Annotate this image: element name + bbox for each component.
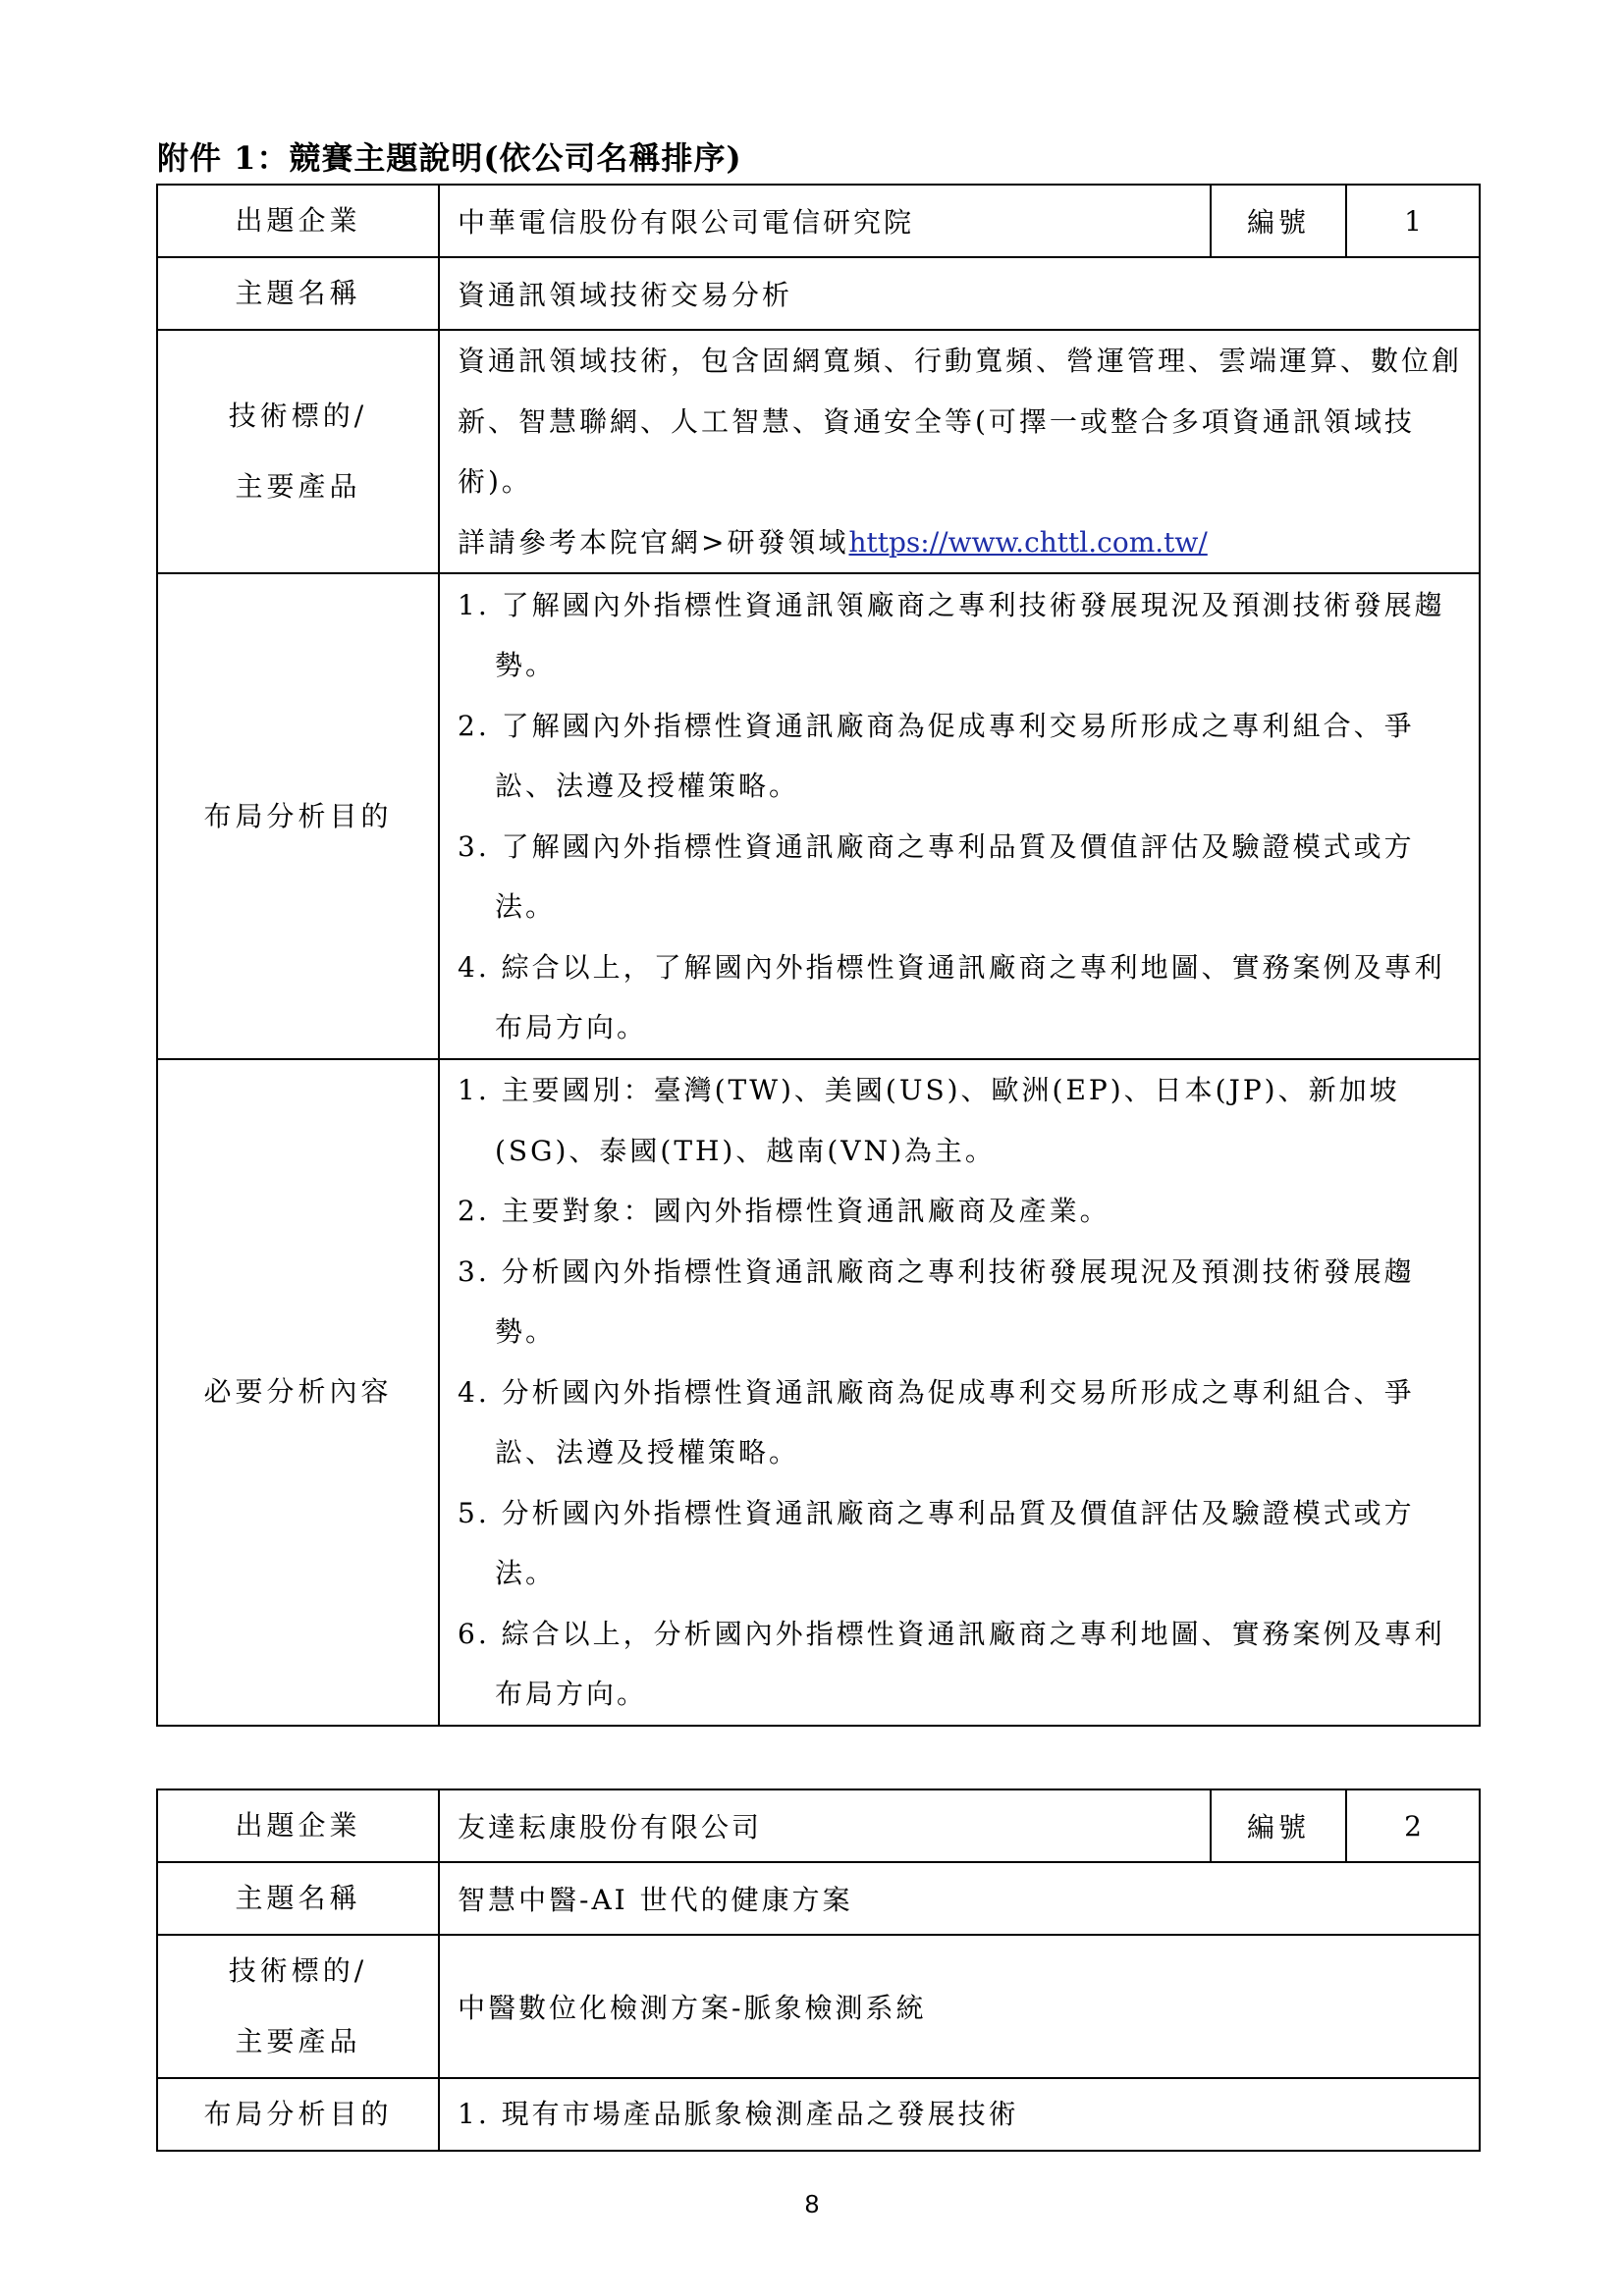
content-item: 3. 分析國內外指標性資通訊廠商之專利技術發展現況及預測技術發展趨勢。 (458, 1255, 1415, 1348)
company-label: 出題企業 (157, 1789, 439, 1862)
purpose-label: 布局分析目的 (157, 2078, 439, 2151)
target-label-line-2: 主要產品 (235, 470, 361, 503)
topic-name: 智慧中醫-AI 世代的健康方案 (439, 1862, 1480, 1935)
topic-row (157, 257, 1480, 330)
target-label (157, 1935, 439, 2078)
company-label: 出題企業 (157, 185, 439, 257)
topic-table-1 (156, 184, 1481, 1727)
target-reference-text: 詳請參考本院官網>研發領域 (458, 525, 849, 559)
number-label: 編號 (1211, 1789, 1346, 1862)
topic-label: 主題名稱 (157, 1862, 439, 1935)
target-reference (458, 512, 1465, 573)
content-row (157, 1059, 1480, 1726)
number-value: 1 (1346, 185, 1480, 257)
company-name: 友達耘康股份有限公司 (439, 1789, 1211, 1862)
purpose-row (157, 573, 1480, 1059)
target-content (439, 330, 1480, 573)
company-name: 中華電信股份有限公司電信研究院 (439, 185, 1211, 257)
topic-row (157, 1862, 1480, 1935)
page-heading: 附件 1：競賽主題說明(依公司名稱排序) (157, 139, 742, 177)
number-value: 2 (1346, 1789, 1480, 1862)
purpose-content (439, 2078, 1480, 2151)
target-label-line-1: 技術標的/ (228, 400, 368, 432)
target-row (157, 1935, 1480, 2078)
content-item: 5. 分析國內外指標性資通訊廠商之專利品質及價值評估及驗證模式或方法。 (458, 1496, 1415, 1589)
content-item: 4. 分析國內外指標性資通訊廠商為促成專利交易所形成之專利組合、爭訟、法遵及授權策略。 (458, 1375, 1415, 1468)
topic-label: 主題名稱 (157, 257, 439, 330)
company-row (157, 185, 1480, 257)
target-text: 資通訊領域技術，包含固網寬頻、行動寬頻、營運管理、雲端運算、數位創新、智慧聯網、人工智慧、資通安全等(可擇一或整合多項資通訊領域技術)。 (458, 345, 1463, 498)
target-content: 中醫數位化檢測方案-脈象檢測系統 (439, 1935, 1480, 2078)
purpose-item: 3. 了解國內外指標性資通訊廠商之專利品質及價值評估及驗證模式或方法。 (458, 829, 1415, 923)
target-row (157, 330, 1480, 573)
content-item: 2. 主要對象：國內外指標性資通訊廠商及產業。 (458, 1195, 1110, 1227)
target-label-line-2: 主要產品 (235, 2025, 361, 2057)
purpose-item: 1. 了解國內外指標性資通訊領廠商之專利技術發展現況及預測技術發展趨勢。 (458, 588, 1445, 681)
topic-name: 資通訊領域技術交易分析 (439, 257, 1480, 330)
purpose-item: 2. 了解國內外指標性資通訊廠商為促成專利交易所形成之專利組合、爭訟、法遵及授權策略。 (458, 709, 1415, 802)
content-item: 6. 綜合以上，分析國內外指標性資通訊廠商之專利地圖、實務案例及專利布局方向。 (458, 1617, 1445, 1710)
website-link[interactable]: https://www.chttl.com.tw/ (848, 525, 1208, 559)
target-label-line-1: 技術標的/ (228, 1954, 368, 1987)
purpose-item: 4. 綜合以上，了解國內外指標性資通訊廠商之專利地圖、實務案例及專利布局方向。 (458, 950, 1445, 1043)
topic-table-2 (156, 1789, 1481, 2152)
target-label (157, 330, 439, 573)
content-item: 1. 主要國別：臺灣(TW)、美國(US)、歐洲(EP)、日本(JP)、新加坡(SG)、泰國(TH)、越南(VN)為主。 (458, 1074, 1400, 1167)
content-label: 必要分析內容 (157, 1059, 439, 1726)
number-label: 編號 (1211, 185, 1346, 257)
purpose-label: 布局分析目的 (157, 573, 439, 1059)
company-row (157, 1789, 1480, 1862)
purpose-content (439, 573, 1480, 1059)
page-number: 8 (804, 2189, 820, 2218)
content-content (439, 1059, 1480, 1726)
purpose-item: 1. 現有市場產品脈象檢測產品之發展技術 (458, 2098, 1019, 2131)
purpose-row (157, 2078, 1480, 2151)
